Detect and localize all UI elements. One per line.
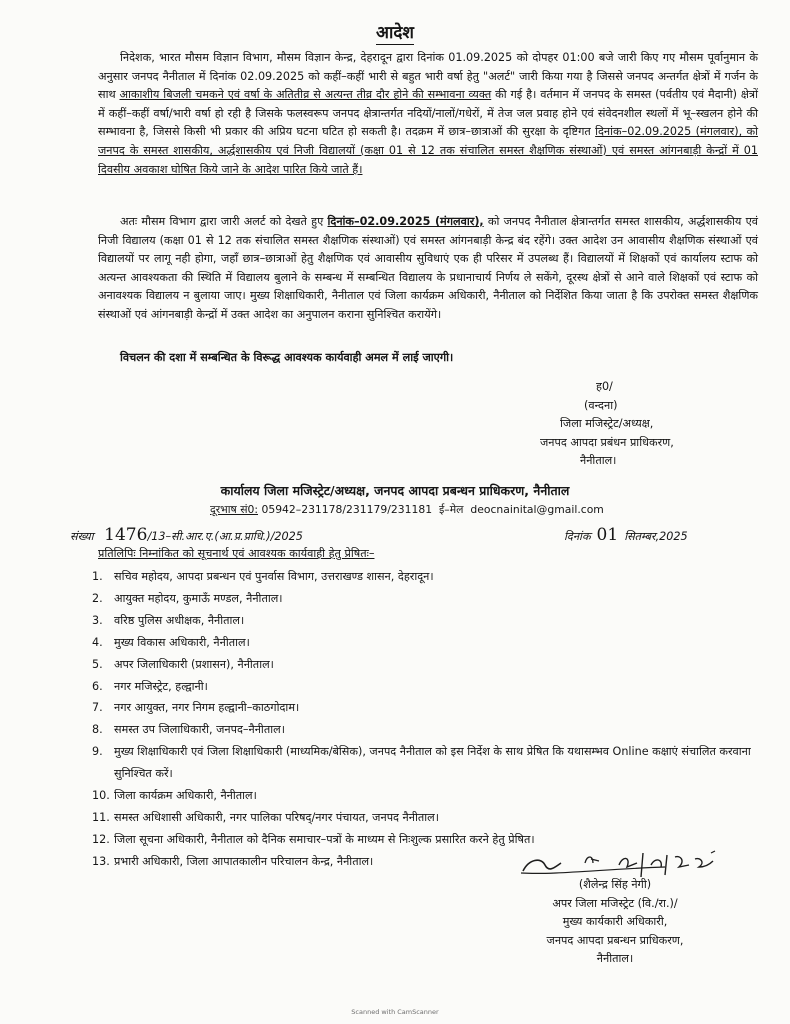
- list-item-number: 2.: [92, 591, 103, 605]
- list-item-number: 6.: [92, 679, 103, 693]
- signatory-authority: जनपद आपदा प्रबंधन प्राधिकरण,: [540, 435, 674, 449]
- reference-date: [564, 525, 688, 545]
- list-item-text: समस्त उप जिलाधिकारी, जनपद–नैनीताल।: [114, 723, 285, 737]
- list-item-number: 13.: [92, 854, 110, 868]
- phone-label: दूरभाष सं0:: [210, 503, 259, 516]
- order-paragraph-3: विचलन की दशा में सम्बन्धित के विरूद्ध आवश्यक कार्यवाही अमल में लाई जाएगी।: [120, 351, 454, 364]
- list-item-number: 3.: [92, 613, 103, 627]
- list-item: [92, 610, 752, 632]
- list-item: [92, 785, 752, 807]
- reference-label: संख्या: [70, 530, 94, 543]
- office-heading: कार्यालय जिला मजिस्ट्रेट/अध्यक्ष, जनपद आपदा प्रबन्धन प्राधिकरण, नैनीताल: [220, 483, 570, 498]
- list-item: [92, 807, 752, 829]
- list-item-number: 9.: [92, 745, 103, 759]
- list-item: [92, 676, 752, 698]
- signatory-authority: जनपद आपदा प्रबन्धन प्राधिकरण,: [546, 933, 684, 947]
- list-item-number: 4.: [92, 635, 103, 649]
- list-item-text: मुख्य शिक्षाधिकारी एवं जिला शिक्षाधिकारी (माध्यमिक/बेसिक), जनपद नैनीताल को इस निर्देश के साथ प्रेषित कि यथासम्भव Online कक्षाएं संचालित करवाना सुनिश्चित करें।: [114, 745, 751, 781]
- list-item-number: 7.: [92, 701, 103, 715]
- list-item-number: 10.: [92, 789, 110, 803]
- list-item-text: नगर आयुक्त, नगर निगम हल्द्वानी–काठगोदाम।: [114, 701, 300, 715]
- order-paragraph-1: निदेशक, भारत मौसम विज्ञान विभाग, मौसम विज्ञान केन्द्र, देहरादून द्वारा दिनांक 01.09.2025 को दोपहर 01:00 बजे जारी किए गए मौसम पूर्वानुमान के अनुसार जनपद नैनीताल में दिनांक 02.09.2025 को कहीं–कहीं भारी से बहुत भारी वर्षा हेतु "अलर्ट" जारी किया गया है जिससे जनपद अन्तर्गत क्षेत्रों में गर्जन के साथ आकाशीय बिजली चमकने एवं वर्षा के अतितीव्र से अत्यन्त तीव्र दौर होने की सम्भावना व्यक्त की गई है। वर्तमान में जनपद के समस्त (पर्वतीय एवं मैदानी) क्षेत्रों में कहीं–कहीं वर्षा/भारी वर्षा हो रही है जिसके फलस्वरूप जनपद क्षेत्रान्तर्गत नदियों/नालों/गधेरों, में तेज जल प्रवाह होने एवं संवेदनशील स्थलों में भू–स्खलन होने की सम्भावना है, जिससे किसी भी प्रकार की अप्रिय घटना घटित हो सकती है। तदक्रम में छात्र–छात्राओं की सुरक्षा के दृष्टिगत दिनांक–02.09.2025 (मंगलवार), को जनपद के समस्त शासकीय, अर्द्धशासकीय एवं निजी विद्यालयों (कक्षा 01 से 12 तक संचालित समस्त शैक्षणिक संस्थाओं) एवं समस्त आंगनबाड़ी केन्द्रों में 01 दिवसीय अवकाश घोषित किये जाने के आदेश पारित किये जाते हैं।: [98, 51, 758, 176]
- list-item-text: वरिष्ठ पुलिस अधीक्षक, नैनीताल।: [114, 613, 245, 627]
- list-item-text: आयुक्त महोदय, कुमाऊँ मण्डल, नैनीताल।: [114, 591, 283, 605]
- list-item-text: समस्त अधिशासी अधिकारी, नगर पालिका परिषद्/नगर पंचायत, जनपद नैनीताल।: [114, 810, 439, 824]
- reference-number: 1476: [104, 525, 148, 545]
- list-item-text: जिला सूचना अधिकारी, नैनीताल को दैनिक समाचार–पत्रों के माध्यम से निःशुल्क प्रसारित करने हेतु प्रेषित।: [114, 832, 535, 846]
- list-item-number: 5.: [92, 657, 103, 671]
- list-item: [92, 741, 752, 785]
- signatory-name: (शैलेन्द्र सिंह नेगी): [578, 878, 652, 891]
- list-item: [92, 632, 752, 654]
- signed-mark: ह0/: [596, 380, 613, 393]
- email-address: deocnainital@gmail.com: [470, 503, 604, 516]
- list-item-number: 1.: [92, 570, 103, 583]
- list-item: [92, 719, 752, 741]
- list-item-text: जिला कार्यक्रम अधिकारी, नैनीताल।: [114, 789, 257, 803]
- date-day: 01: [596, 525, 619, 545]
- date-month-year: सितम्बर,2025: [624, 530, 688, 543]
- signatory-designation: अपर जिला मजिस्ट्रेट (वि./रा.)/: [552, 896, 678, 910]
- signatory-location: नैनीताल।: [596, 952, 634, 966]
- list-item: [92, 566, 752, 588]
- signature-block-dm: [540, 378, 770, 471]
- list-item-text: मुख्य विकास अधिकारी, नैनीताल।: [114, 635, 250, 649]
- signatory-role: मुख्य कार्यकारी अधिकारी,: [562, 915, 668, 929]
- signatory-name: (वन्दना): [584, 398, 618, 412]
- list-item-number: 8.: [92, 723, 103, 737]
- list-item: [92, 654, 752, 676]
- email-label: ई–मेल: [439, 503, 464, 516]
- phone-number: 05942–231178/231179/231181: [261, 503, 433, 516]
- reference-code: /13–सी.आर.ए.(आ.प्र.प्राधि.)/2025: [147, 530, 303, 543]
- document-title: आदेश: [376, 23, 414, 43]
- list-item-number: 12.: [92, 832, 110, 846]
- office-contact: [210, 502, 604, 517]
- list-item-text: प्रभारी अधिकारी, जिला आपातकालीन परिचालन केन्द्र, नैनीताल।: [114, 854, 374, 868]
- copy-to-heading: प्रतिलिपिः निम्नांकित को सूचनार्थ एवं आवश्यक कार्यवाही हेतु प्रेषितः–: [98, 547, 375, 560]
- list-item: [92, 588, 752, 610]
- list-item-text: अपर जिलाधिकारी (प्रशासन), नैनीताल।: [114, 657, 274, 671]
- signatory-location: नैनीताल।: [580, 454, 617, 468]
- list-item-number: 11.: [92, 810, 110, 824]
- order-paragraph-2: अतः मौसम विभाग द्वारा जारी अलर्ट को देखते हुए दिनांक–02.09.2025 (मंगलवार), को जनपद नैनीताल क्षेत्रान्तर्गत समस्त शासकीय, अर्द्धशासकीय एवं निजी विद्यालय (कक्षा 01 से 12 तक संचालित समस्त शैक्षणिक संस्थाओं) एवं समस्त आंगनबाड़ी केन्द्र बंद रहेंगे। उक्त आदेश उन आवासीय शैक्षणिक संस्थाओं एवं विद्यालयों पर लागू नही होगा, जहाँ छात्र–छात्राओं हेतु शैक्षणिक एवं आवासीय सुविधाएं एक ही परिसर में उपलब्ध हैं। विद्यालयों में शिक्षकों एवं कार्यालय स्टाफ को अत्यन्त आवश्यकता की स्थिति में विद्यालय बुलाने के सम्बन्ध में सम्बन्धित विद्यालय के प्रधानाचार्य निर्णय ले सकेंगे, दूरस्थ क्षेत्रों से आने वाले शिक्षकों एवं स्टाफ को अनावश्यक विद्यालय न बुलाया जाए। मुख्य शिक्षाधिकारी, नैनीताल एवं जिला कार्यक्रम अधिकारी, नैनीताल को निर्देशित किया जाता है कि उपरोक्त समस्त शैक्षणिक संस्थाओं एवं आंगनबाड़ी केन्द्रों में उक्त आदेश का अनुपालन कराना सुनिश्चित करायेंगे।: [98, 215, 758, 321]
- scanner-watermark: Scanned with CamScanner: [351, 1008, 439, 1016]
- signature-block-adm: [500, 876, 730, 969]
- date-label: दिनांक: [564, 530, 591, 543]
- list-item: [92, 697, 752, 719]
- list-item-text: सचिव महोदय, आपदा प्रबन्धन एवं पुनर्वास विभाग, उत्तराखण्ड शासन, देहरादून।: [114, 570, 434, 583]
- signatory-designation: जिला मजिस्ट्रेट/अध्यक्ष,: [560, 417, 654, 431]
- copy-to-list: [92, 566, 752, 873]
- reference-line: [70, 525, 730, 545]
- list-item-text: नगर मजिस्ट्रेट, हल्द्वानी।: [114, 679, 208, 693]
